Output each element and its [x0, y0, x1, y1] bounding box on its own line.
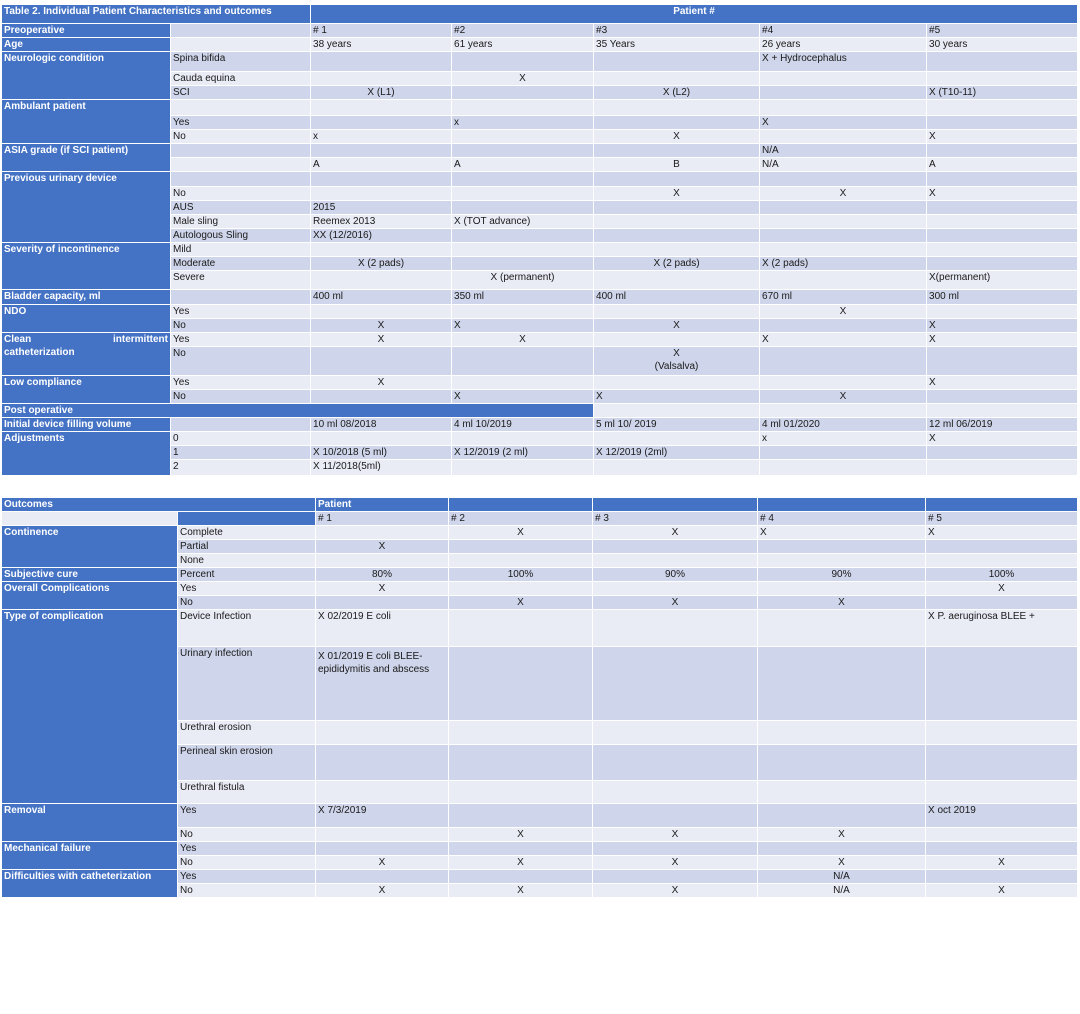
table-cell: X [452, 319, 594, 333]
table-cell: 4 ml 10/2019 [452, 418, 594, 432]
table-cell: X (2 pads) [594, 257, 760, 271]
table-row [2, 870, 1078, 884]
table-cell: X [449, 856, 593, 870]
table-cell: 4 ml 01/2020 [760, 418, 927, 432]
patient-col-header: # 4 [758, 512, 926, 526]
table-row [2, 38, 1078, 52]
sub-label: Yes [178, 842, 316, 856]
sub-label: No [171, 130, 311, 144]
table-row [2, 432, 1078, 446]
row-label-mechanical: Mechanical failure [2, 842, 178, 870]
table-cell: X 11/2018(5ml) [311, 460, 452, 476]
table-cell: X [758, 526, 926, 540]
sub-label: Percent [178, 568, 316, 582]
sub-label: Moderate [171, 257, 311, 271]
table-cell: 350 ml [452, 290, 594, 305]
table-cell: X [311, 319, 452, 333]
table-row [2, 568, 1078, 582]
sub-label: 1 [171, 446, 311, 460]
sub-label: No [171, 390, 311, 404]
table-cell: B [594, 158, 760, 172]
table-cell: XX (12/2016) [311, 229, 452, 243]
sub-label: None [178, 554, 316, 568]
table-cell: X [311, 376, 452, 390]
sub-label: Yes [178, 582, 316, 596]
table-cell: X [593, 828, 758, 842]
row-label-bladder: Bladder capacity, ml [2, 290, 171, 305]
table-cell: 100% [449, 568, 593, 582]
table-row [2, 305, 1078, 319]
table-row [2, 333, 1078, 347]
table-cell: X [311, 333, 452, 347]
row-label-type: Type of complication [2, 610, 178, 804]
label-part: catheterization [4, 347, 75, 358]
table-cell: 5 ml 10/ 2019 [594, 418, 760, 432]
table-cell: X 12/2019 (2 ml) [452, 446, 594, 460]
table-cell: 61 years [452, 38, 594, 52]
table-cell: X [449, 884, 593, 898]
row-label-difficulties: Difficulties with catheterization [2, 870, 178, 898]
table-cell: X [926, 526, 1078, 540]
table-cell: X [927, 333, 1078, 347]
table-row [2, 172, 1078, 187]
sub-label: Male sling [171, 215, 311, 229]
table-cell: X [594, 390, 760, 404]
table-cell: 12 ml 06/2019 [927, 418, 1078, 432]
sub-label: Cauda equina [171, 72, 311, 86]
table-row [2, 290, 1078, 305]
row-label-asia: ASIA grade (if SCI patient) [2, 144, 171, 172]
table-cell: N/A [758, 884, 926, 898]
table-cell: X 7/3/2019 [316, 804, 449, 828]
table-cell: A [311, 158, 452, 172]
table-cell: X (2 pads) [311, 257, 452, 271]
table-cell: X [926, 884, 1078, 898]
table-cell: 400 ml [311, 290, 452, 305]
table-cell: 35 Years [594, 38, 760, 52]
row-label-device: Previous urinary device [2, 172, 171, 243]
table-cell: X [927, 376, 1078, 390]
section-preoperative: Preoperative [2, 24, 171, 38]
sub-label: 2 [171, 460, 311, 476]
table-cell: X [593, 596, 758, 610]
table-cell: X 12/2019 (2ml) [594, 446, 760, 460]
patient-col-header: # 1 [311, 24, 452, 38]
row-label-ambulant: Ambulant patient [2, 100, 171, 144]
sub-label: Perineal skin erosion [178, 745, 316, 781]
table-cell: X [316, 582, 449, 596]
table-cell: X [760, 305, 927, 319]
table-row [2, 804, 1078, 828]
sub-label: Urinary infection [178, 647, 316, 721]
sub-label: Yes [171, 305, 311, 319]
table-cell: X [316, 540, 449, 554]
table-cell: X [452, 390, 594, 404]
section-postoperative: Post operative [2, 404, 594, 418]
patient-col-header: #3 [594, 24, 760, 38]
table-cell: X [594, 187, 760, 201]
table-cell: X (L1) [311, 86, 452, 100]
sub-label: Autologous Sling [171, 229, 311, 243]
sub-label: No [171, 319, 311, 333]
table-cell: X [316, 884, 449, 898]
table-cell: 26 years [760, 38, 927, 52]
sub-label: No [178, 828, 316, 842]
table-cell: X 10/2018 (5 ml) [311, 446, 452, 460]
table-cell: 90% [758, 568, 926, 582]
sub-label: 0 [171, 432, 311, 446]
table-cell: X (2 pads) [760, 257, 927, 271]
table-cell: X [758, 856, 926, 870]
table-cell: X [449, 596, 593, 610]
table-cell: X [760, 187, 927, 201]
sub-label: Yes [178, 804, 316, 828]
table-row [2, 52, 1078, 72]
table-row [2, 404, 1078, 418]
table-row [2, 582, 1078, 596]
table-cell: X [926, 856, 1078, 870]
table-cell: X (T10-11) [927, 86, 1078, 100]
patient-header: Patient [316, 498, 449, 512]
table-cell: 90% [593, 568, 758, 582]
table-row [2, 100, 1078, 116]
table-cell: 38 years [311, 38, 452, 52]
sub-label: No [171, 187, 311, 201]
sub-label: Spina bifida [171, 52, 311, 72]
sub-label: Complete [178, 526, 316, 540]
patient-col-header: #5 [927, 24, 1078, 38]
table-row [2, 24, 1078, 38]
table-cell: N/A [758, 870, 926, 884]
label-part: Clean [4, 334, 32, 345]
table-title-row [2, 5, 1078, 24]
table-cell: X [593, 884, 758, 898]
table-row [2, 842, 1078, 856]
sub-label: No [178, 884, 316, 898]
table-cell: X (permanent) [452, 271, 594, 290]
table-row [2, 498, 1078, 512]
table-cell: 300 ml [927, 290, 1078, 305]
table-cell: X [449, 828, 593, 842]
table-title: Table 2. Individual Patient Characteristics and outcomes [2, 5, 311, 24]
patient-col-header: # 2 [449, 512, 593, 526]
row-label-overall: Overall Complications [2, 582, 178, 610]
table-cell: X [758, 596, 926, 610]
sub-label: AUS [171, 201, 311, 215]
sub-label: Partial [178, 540, 316, 554]
patient-col-header: # 3 [593, 512, 758, 526]
table-cell: 30 years [927, 38, 1078, 52]
patient-col-header: #2 [452, 24, 594, 38]
table-cell: X 02/2019 E coli [316, 610, 449, 647]
sub-label: Mild [171, 243, 311, 257]
patient-col-header: # 5 [926, 512, 1078, 526]
table-cell: X [927, 187, 1078, 201]
table-cell: X [927, 130, 1078, 144]
table-cell: 10 ml 08/2018 [311, 418, 452, 432]
table-cell: X [760, 333, 927, 347]
table-cell: X [594, 319, 760, 333]
row-label-ndo: NDO [2, 305, 171, 333]
patient-col-header: #4 [760, 24, 927, 38]
table-cell: X [594, 130, 760, 144]
row-label-filling: Initial device filling volume [2, 418, 171, 432]
table-cell: X [593, 526, 758, 540]
sub-label: Urethral erosion [178, 721, 316, 745]
table-row [2, 526, 1078, 540]
table-cell: X + Hydrocephalus [760, 52, 927, 72]
cell-line: (Valsalva) [654, 361, 699, 372]
patient-col-header: # 1 [316, 512, 449, 526]
table-cell: X [927, 319, 1078, 333]
table-cell: X [316, 856, 449, 870]
table-cell: X [593, 856, 758, 870]
table-cell [594, 347, 760, 376]
table-cell: X P. aeruginosa BLEE + [926, 610, 1078, 647]
table-cell: x [760, 432, 927, 446]
table-row [2, 243, 1078, 257]
table-cell: X [927, 432, 1078, 446]
table-cell: A [452, 158, 594, 172]
section-outcomes: Outcomes [2, 498, 316, 512]
table-cell: X [758, 828, 926, 842]
table-cell: N/A [760, 144, 927, 158]
table-cell: 670 ml [760, 290, 927, 305]
row-label-age: Age [2, 38, 171, 52]
row-label-severity: Severity of incontinence [2, 243, 171, 290]
table-cell: X (TOT advance) [452, 215, 594, 229]
sub-label: Yes [171, 376, 311, 390]
table-cell: X [452, 333, 594, 347]
sub-label: Device Infection [178, 610, 316, 647]
row-label-continence: Continence [2, 526, 178, 568]
patient-characteristics-table [1, 4, 1078, 476]
sub-label: Urethral fistula [178, 781, 316, 804]
table-cell: Reemex 2013 [311, 215, 452, 229]
sub-label: Yes [178, 870, 316, 884]
table-cell: 400 ml [594, 290, 760, 305]
row-label-low-compliance: Low compliance [2, 376, 171, 404]
table-cell: 2015 [311, 201, 452, 215]
row-label-catheterization [2, 333, 171, 376]
outcomes-table [1, 497, 1078, 898]
row-label-removal: Removal [2, 804, 178, 842]
table-cell: X oct 2019 [926, 804, 1078, 828]
sub-label: No [178, 596, 316, 610]
table-cell: X [760, 116, 927, 130]
table-cell: 80% [316, 568, 449, 582]
table-cell: 100% [926, 568, 1078, 582]
table-cell: x [311, 130, 452, 144]
row-label-neurologic: Neurologic condition [2, 52, 171, 100]
table-cell: X [926, 582, 1078, 596]
patient-header: Patient # [311, 5, 1078, 24]
table-row [2, 418, 1078, 432]
sub-label: Yes [171, 333, 311, 347]
sub-label: Yes [171, 116, 311, 130]
sub-label: SCI [171, 86, 311, 100]
row-label-cure: Subjective cure [2, 568, 178, 582]
table-cell: X [452, 72, 594, 86]
row-label-adjustments: Adjustments [2, 432, 171, 476]
sub-label: No [178, 856, 316, 870]
table-cell: X (L2) [594, 86, 760, 100]
table-cell: X 01/2019 E coli BLEE- epididymitis and abscess [316, 647, 449, 721]
cell-line: X [673, 348, 680, 359]
table-row [2, 376, 1078, 390]
sub-label: No [171, 347, 311, 376]
table-cell: X [449, 526, 593, 540]
table-cell: x [452, 116, 594, 130]
table-cell: X [760, 390, 927, 404]
table-row [2, 610, 1078, 647]
table-row [2, 512, 1078, 526]
table-cell: X(permanent) [927, 271, 1078, 290]
table-row [2, 144, 1078, 158]
sub-label: Severe [171, 271, 311, 290]
label-part: intermittent [113, 334, 168, 345]
table-cell: A [927, 158, 1078, 172]
table-cell: N/A [760, 158, 927, 172]
